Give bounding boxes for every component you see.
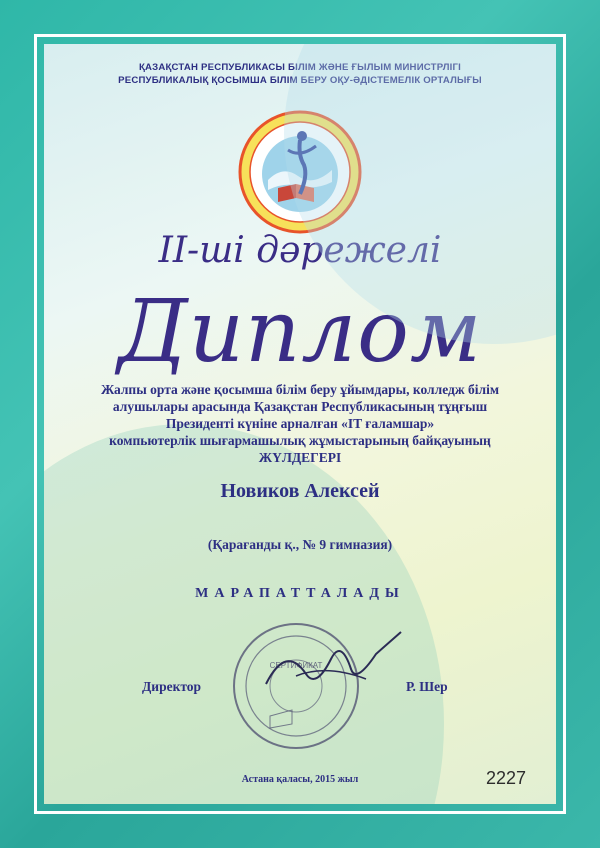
description-line-2: алушылары арасында Қазақстан Республикасының тұңғыш [112,399,488,414]
stamp-label: СЕРТИФИКАТ [269,661,323,670]
description-line-1: Жалпы орта және қосымша білім беру ұйымдары, колледж білім [100,382,500,397]
signature-icon [256,624,406,704]
description-line-3: Президенті күніне арналған «IT ғаламшар» [165,416,435,431]
director-name: Р. Шер [406,679,448,694]
serial-number: 2227 [486,768,527,788]
director-label: Директор [142,679,202,694]
diploma-panel [44,44,556,804]
school-name: (Қарағанды қ., № 9 гимназия) [207,537,393,552]
description-line-4: компьютерлік шығармашылық жұмыстарының байқауының [109,433,491,448]
emblem-icon [238,110,362,234]
diploma-title: Диплом [117,282,483,382]
degree-label: II-ші дәрежелі [158,230,442,271]
awarded-label: МАРАПАТТАЛАДЫ [195,586,405,601]
place-year: Астана қаласы, 2015 жыл [241,774,359,785]
recipient-name: Новиков Алексей [220,480,380,502]
description-line-5: ЖҮЛДЕГЕРІ [258,450,342,465]
ministry-header: ҚАЗАҚСТАН РЕСПУБЛИКАСЫ БІЛІМ ЖӘНЕ ҒЫЛЫМ МИНИСТРЛІГІ [138,62,462,73]
center-header: РЕСПУБЛИКАЛЫҚ ҚОСЫМША БІЛІМ БЕРУ ОҚУ-ӘДІСТЕМЕЛІК ОРТАЛЫҒЫ [118,75,482,86]
